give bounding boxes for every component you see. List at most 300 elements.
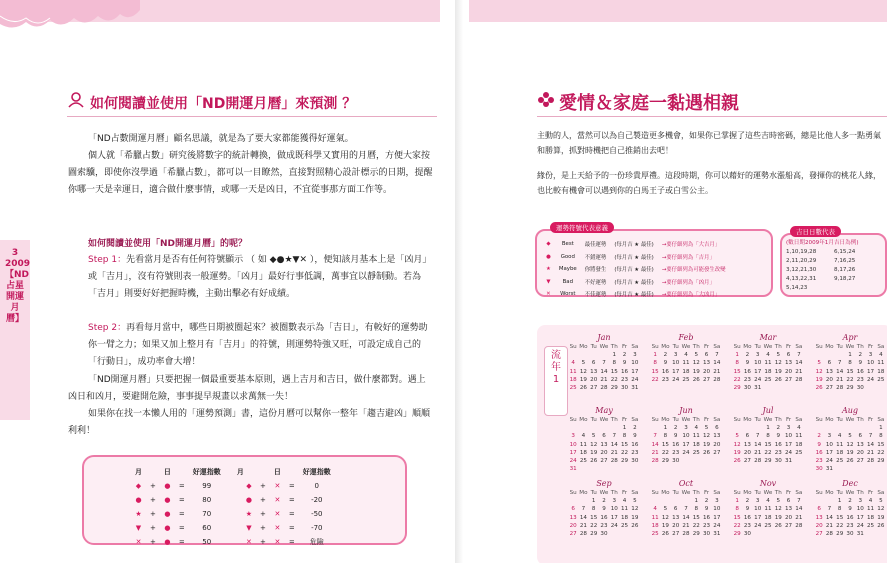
day-cell: 8 xyxy=(735,360,739,367)
lucky-date: 2,11,20,29 xyxy=(786,258,817,264)
score-cell: + xyxy=(260,482,266,490)
day-cell: 15 xyxy=(590,514,598,521)
day-cell: 9 xyxy=(622,360,627,367)
day-cell xyxy=(855,465,865,473)
week-row xyxy=(814,384,886,392)
legend-row xyxy=(543,264,729,275)
day-cell: 4 xyxy=(684,352,688,359)
day-cell: 27 xyxy=(856,458,864,465)
day-cell: 16 xyxy=(743,368,751,375)
day-cell: 7 xyxy=(837,360,842,367)
day-cell: 11 xyxy=(620,506,629,513)
day-cell xyxy=(589,424,599,432)
day-cell: 22 xyxy=(590,522,598,529)
day-cell: 19 xyxy=(661,522,669,529)
score-header-cell: 日 xyxy=(273,468,281,476)
day-cell: 26 xyxy=(877,522,885,529)
day-cell: 26 xyxy=(815,385,823,392)
day-cell: 3 xyxy=(868,352,873,359)
day-cell: 5 xyxy=(694,352,699,359)
day-cell: 24 xyxy=(825,458,833,465)
week-row xyxy=(568,465,640,473)
left-paragraph-2: 個人就「希臘占數」研究後將數字的統計轉換，做成既科學又實用的月曆，方便大家按圖索驥，即使你沒學過「希臘占數」，都可以一目瞭然，直接對照精心設計標示的日期，提醒你哪一天是幸運日，適合做什麼事情，或哪一天是凶日，不宜從事那方面工作等。 xyxy=(68,151,433,195)
month-jun xyxy=(650,406,722,465)
week-row xyxy=(568,368,640,376)
month-name: Mar xyxy=(759,333,777,342)
day-cell: 24 xyxy=(754,376,762,383)
day-cell: 8 xyxy=(735,506,739,513)
week-row xyxy=(650,441,722,449)
day-cell: 4 xyxy=(581,433,586,440)
day-cell xyxy=(773,384,783,392)
day-cell xyxy=(691,457,701,465)
day-cell: 1 xyxy=(612,352,617,359)
day-cell: 22 xyxy=(610,376,618,383)
day-cell xyxy=(845,465,855,473)
flower-icon xyxy=(537,91,555,107)
weekday-label: Su xyxy=(651,344,659,351)
day-cell: 2 xyxy=(745,498,750,505)
day-cell: 25 xyxy=(764,522,772,529)
day-cell: 12 xyxy=(846,441,854,448)
legend-cell: (每月吉 ★ 最佳) xyxy=(614,279,654,286)
legend-row xyxy=(543,239,729,250)
weekday-label: Su xyxy=(815,490,823,497)
day-cell: 14 xyxy=(600,368,608,375)
day-cell: 5 xyxy=(879,498,883,505)
day-cell: 15 xyxy=(846,368,854,375)
score-cell: ✕ xyxy=(274,496,281,504)
weekday-label: We xyxy=(845,490,855,497)
day-cell: 3 xyxy=(612,498,617,505)
week-row xyxy=(568,522,640,530)
weekday-label: Sa xyxy=(877,344,885,351)
week-row xyxy=(814,465,886,473)
day-cell xyxy=(578,465,588,473)
score-cell: -70 xyxy=(311,524,323,532)
week-row xyxy=(650,424,722,432)
day-cell: 13 xyxy=(856,441,864,448)
day-cell: 23 xyxy=(743,376,751,383)
day-cell: 3 xyxy=(755,352,760,359)
day-cell xyxy=(794,530,804,538)
weekday-label: Sa xyxy=(795,417,803,424)
day-cell xyxy=(835,351,845,359)
step-2-text: 再看每月當中，哪些日期被圈起來？被圈數表示為「吉日」，有較好的運勢助你一臂之力；如果又加上整月有「吉月」的符號，則運勢特強又旺，可設定成自己的「行動日」，成功率會大增！ xyxy=(88,323,428,367)
month-name: Sep xyxy=(596,479,612,488)
day-cell: 20 xyxy=(856,449,864,456)
lucky-date: 8,17,26 xyxy=(834,267,856,273)
day-cell: 6 xyxy=(673,506,678,513)
day-cell: 3 xyxy=(827,433,832,440)
left-paragraph-1: 「ND占數開運月曆」顧名思議，就是為了要大家都能獲得好運氣。 xyxy=(88,134,354,144)
month-name: Oct xyxy=(678,479,694,488)
weekday-label: Su xyxy=(651,490,659,497)
weekday-label: Tu xyxy=(590,417,597,424)
day-cell xyxy=(794,384,804,392)
day-cell: 12 xyxy=(774,360,782,367)
weekday-label: Mo xyxy=(743,490,752,497)
score-cell: = xyxy=(178,524,185,532)
day-cell: 23 xyxy=(702,522,711,529)
weekday-label: Sa xyxy=(877,490,885,497)
score-table xyxy=(130,464,336,550)
day-cell: 8 xyxy=(694,506,699,513)
day-cell: 4 xyxy=(653,506,657,513)
score-cell: + xyxy=(260,524,266,532)
weekday-label: Su xyxy=(569,344,577,351)
week-row xyxy=(732,497,804,505)
day-cell: 2 xyxy=(817,433,821,440)
day-cell xyxy=(783,530,793,538)
week-row xyxy=(732,351,804,359)
week-row xyxy=(814,432,886,440)
day-cell: 14 xyxy=(795,506,803,513)
day-cell: 30 xyxy=(856,385,864,392)
day-cell: 3 xyxy=(684,425,688,432)
score-cell: + xyxy=(150,524,156,532)
day-cell xyxy=(783,384,793,392)
weekday-label: Fr xyxy=(785,490,792,497)
weekday-label: Fr xyxy=(785,344,792,351)
day-cell: 3 xyxy=(571,433,575,440)
day-cell: 20 xyxy=(743,449,751,456)
month-jan xyxy=(568,333,640,392)
score-cell: -50 xyxy=(311,510,323,518)
month-grid xyxy=(732,343,804,392)
day-cell: 21 xyxy=(713,368,721,375)
day-cell: 9 xyxy=(704,506,709,513)
score-cell: ★ xyxy=(135,510,142,518)
day-cell: 28 xyxy=(836,385,844,392)
weekday-label: Sa xyxy=(713,490,721,497)
day-cell: 16 xyxy=(743,514,751,521)
day-cell: 8 xyxy=(848,360,852,367)
week-row xyxy=(814,376,886,384)
day-cell: 1 xyxy=(653,352,657,359)
step-1-text: 先看當月是否有任何符號顯示 （ 如 ◆●★▼✕ ），便知該月基本上是「凶月」或「吉月」，沒有符號則表一般運勢。「凶月」最好行事低調，萬事宜以靜制動。若為「吉月」則要好好把握時機，主動出擊必有好成績。 xyxy=(88,255,432,299)
legend-cell: 你將發生 xyxy=(584,267,607,274)
week-row xyxy=(568,376,640,384)
day-cell xyxy=(835,465,845,473)
day-cell: 4 xyxy=(766,498,770,505)
day-cell: 5 xyxy=(817,360,821,367)
day-cell: 1 xyxy=(735,352,739,359)
day-cell xyxy=(814,424,824,432)
day-cell: 4 xyxy=(694,425,699,432)
day-cell xyxy=(865,530,875,538)
day-cell: 10 xyxy=(825,441,833,448)
week-row xyxy=(814,441,886,449)
day-cell: 3 xyxy=(673,352,678,359)
weekday-label: Tu xyxy=(672,344,679,351)
day-cell: 1 xyxy=(735,498,739,505)
day-cell: 25 xyxy=(764,376,772,383)
score-cell: 0 xyxy=(314,482,320,490)
legend-row xyxy=(543,277,729,288)
weekday-label: Th xyxy=(692,490,700,497)
day-cell: 10 xyxy=(569,441,577,448)
day-cell: 20 xyxy=(784,368,793,375)
score-header-cell xyxy=(147,466,159,478)
score-cell: -20 xyxy=(311,496,323,504)
weekday-row xyxy=(814,416,886,424)
score-cell: + xyxy=(150,482,156,490)
day-cell: 20 xyxy=(672,522,680,529)
day-cell: 4 xyxy=(879,352,883,359)
day-cell: 16 xyxy=(846,514,854,521)
day-cell: 7 xyxy=(581,506,586,513)
day-cell: 29 xyxy=(846,385,854,392)
day-cell: 30 xyxy=(743,531,751,538)
day-cell: 6 xyxy=(827,360,832,367)
weekday-label: We xyxy=(681,490,691,497)
day-cell: 19 xyxy=(579,376,587,383)
weekday-label: We xyxy=(763,417,773,424)
week-row xyxy=(650,351,722,359)
weekday-label: Tu xyxy=(836,490,843,497)
day-cell: 28 xyxy=(825,531,833,538)
legend-cell: ◆ xyxy=(546,241,551,248)
weekday-label: Fr xyxy=(785,417,792,424)
week-row xyxy=(732,424,804,432)
day-cell: 7 xyxy=(684,506,688,513)
day-cell: 28 xyxy=(651,458,659,465)
score-cell: ● xyxy=(164,538,171,546)
day-cell xyxy=(589,351,599,359)
day-cell xyxy=(578,351,588,359)
side-tab-text: 3 2009【ND占星開運月曆】 xyxy=(5,248,31,324)
day-cell: 19 xyxy=(846,449,854,456)
day-cell xyxy=(824,424,834,432)
day-cell: 19 xyxy=(590,449,598,456)
day-cell xyxy=(609,424,619,432)
day-cell: 7 xyxy=(715,352,719,359)
flourish-icon xyxy=(67,91,85,109)
day-cell: 14 xyxy=(713,360,721,367)
weekday-label: Th xyxy=(610,417,618,424)
score-cell: ✕ xyxy=(274,482,281,490)
legend-cell: →要仔細列為「吉月」 xyxy=(661,254,715,261)
month-grid xyxy=(814,343,886,392)
score-header-cell: 月 xyxy=(236,468,244,476)
weekday-label: Mo xyxy=(743,344,752,351)
day-cell xyxy=(845,424,855,432)
day-cell: 3 xyxy=(755,498,760,505)
weekday-label: Tu xyxy=(754,344,761,351)
weekday-label: We xyxy=(681,417,691,424)
week-row xyxy=(568,505,640,513)
day-cell: 21 xyxy=(754,449,762,456)
month-dec xyxy=(814,479,886,538)
month-name: Nov xyxy=(759,479,777,488)
day-cell: 25 xyxy=(682,376,690,383)
day-cell: 26 xyxy=(661,531,669,538)
score-cell: ◆ xyxy=(135,482,142,490)
day-cell: 28 xyxy=(795,376,803,383)
legend-cell: ● xyxy=(546,253,551,260)
weekday-label: Th xyxy=(610,344,618,351)
day-cell: 26 xyxy=(590,458,598,465)
score-cell: ✕ xyxy=(274,510,281,518)
day-cell: 30 xyxy=(672,458,680,465)
day-cell: 19 xyxy=(815,376,823,383)
day-cell: 2 xyxy=(673,425,678,432)
legend-cell: 不錯運勢 xyxy=(584,254,607,261)
day-cell: 6 xyxy=(858,433,863,440)
day-cell: 24 xyxy=(754,522,762,529)
month-name: Dec xyxy=(842,479,858,488)
weekday-label: Th xyxy=(856,344,864,351)
week-row xyxy=(568,530,640,538)
day-cell: 5 xyxy=(735,433,739,440)
day-cell: 15 xyxy=(651,368,659,375)
weekday-label: Fr xyxy=(867,344,874,351)
score-header-cell: 好運指數 xyxy=(192,468,221,476)
weekday-label: We xyxy=(763,344,773,351)
day-cell: 6 xyxy=(715,425,719,432)
day-cell xyxy=(763,530,773,538)
day-cell: 4 xyxy=(797,425,801,432)
day-cell: 18 xyxy=(866,514,875,521)
day-cell: 12 xyxy=(692,360,700,367)
day-cell: 7 xyxy=(868,433,873,440)
week-row xyxy=(732,359,804,367)
day-cell: 19 xyxy=(877,514,885,521)
legend-cell: (每月吉 ★ 最佳) xyxy=(614,292,654,299)
day-cell: 20 xyxy=(713,441,721,448)
weekday-label: Tu xyxy=(672,417,679,424)
day-cell: 25 xyxy=(836,458,844,465)
day-cell: 9 xyxy=(858,360,863,367)
weekday-label: Su xyxy=(651,417,659,424)
week-row xyxy=(568,457,640,465)
day-cell: 2 xyxy=(776,425,781,432)
day-cell: 1 xyxy=(766,425,770,432)
day-cell: 29 xyxy=(620,458,629,465)
month-grid xyxy=(732,416,804,465)
weekday-label: Mo xyxy=(825,344,834,351)
month-grid xyxy=(568,489,640,538)
day-cell: 18 xyxy=(836,449,844,456)
month-jul xyxy=(732,406,804,465)
day-cell: 18 xyxy=(569,376,577,383)
weekday-row xyxy=(568,343,640,351)
score-cell: ✕ xyxy=(274,524,281,532)
day-cell: 10 xyxy=(856,506,864,513)
weekday-label: Th xyxy=(856,417,864,424)
day-cell: 3 xyxy=(715,498,719,505)
day-cell: 28 xyxy=(682,531,690,538)
weekday-label: Su xyxy=(815,417,823,424)
day-cell: 24 xyxy=(713,522,721,529)
score-cell: ✕ xyxy=(274,538,281,546)
score-cell: = xyxy=(178,510,185,518)
day-cell: 4 xyxy=(571,360,575,367)
week-row xyxy=(814,351,886,359)
score-cell: ● xyxy=(164,510,171,518)
day-cell: 12 xyxy=(579,368,587,375)
day-cell: 11 xyxy=(877,360,885,367)
day-cell xyxy=(763,384,773,392)
day-cell: 27 xyxy=(713,449,721,456)
score-cell: ✕ xyxy=(135,538,142,546)
month-sep xyxy=(568,479,640,538)
weekday-label: We xyxy=(599,417,609,424)
day-cell: 13 xyxy=(590,368,598,375)
day-cell: 29 xyxy=(733,385,741,392)
lucky-date: 3,12,21,30 xyxy=(786,267,817,273)
day-cell: 21 xyxy=(825,522,833,529)
day-cell: 14 xyxy=(836,368,844,375)
score-cell: = xyxy=(288,510,295,518)
day-cell: 19 xyxy=(774,514,782,521)
day-cell: 6 xyxy=(786,498,791,505)
day-cell xyxy=(578,424,588,432)
weekday-label: Sa xyxy=(631,490,639,497)
score-cell: = xyxy=(178,538,185,546)
score-cell: ▼ xyxy=(246,524,252,532)
day-cell: 13 xyxy=(784,506,793,513)
day-cell: 10 xyxy=(713,506,721,513)
day-cell xyxy=(732,424,742,432)
day-cell: 8 xyxy=(612,360,617,367)
day-cell: 6 xyxy=(602,433,606,440)
day-cell: 6 xyxy=(704,352,709,359)
score-cell: + xyxy=(260,510,266,518)
month-grid xyxy=(650,416,722,465)
right-paragraph-2: 緣份，是上天給予的一份珍貴厚禮。這段時期，你可以藉好的運勢水漲船高，發揮你的桃花人緣，也比較有機會可以遇到你的白馬王子或白雪公主。 xyxy=(537,171,881,195)
day-cell: 24 xyxy=(672,376,680,383)
day-cell: 8 xyxy=(653,360,657,367)
day-cell: 11 xyxy=(579,441,587,448)
day-cell: 19 xyxy=(692,368,700,375)
weekday-label: We xyxy=(845,417,855,424)
day-cell: 29 xyxy=(661,458,669,465)
day-cell xyxy=(814,497,824,505)
day-cell: 12 xyxy=(877,506,885,513)
score-cell: ✕ xyxy=(245,538,252,546)
left-heading-rule xyxy=(67,116,437,117)
legend-cell: (每月吉 ★ 最佳) xyxy=(614,242,654,249)
weekday-label: Fr xyxy=(621,417,628,424)
day-cell: 14 xyxy=(651,441,659,448)
day-cell: 11 xyxy=(836,441,844,448)
weekday-label: We xyxy=(599,344,609,351)
day-cell: 24 xyxy=(784,449,793,456)
day-cell: 25 xyxy=(866,522,875,529)
day-cell: 11 xyxy=(651,514,659,521)
week-row xyxy=(814,359,886,367)
month-grid xyxy=(650,343,722,384)
weekday-label: Sa xyxy=(713,344,721,351)
month-grid xyxy=(568,343,640,392)
day-cell: 10 xyxy=(610,506,618,513)
day-cell xyxy=(660,497,670,505)
week-row xyxy=(732,441,804,449)
score-cell: = xyxy=(288,524,295,532)
day-cell: 31 xyxy=(631,385,639,392)
day-cell: 30 xyxy=(631,458,639,465)
day-cell: 13 xyxy=(743,441,751,448)
day-cell: 3 xyxy=(633,352,637,359)
week-row xyxy=(568,441,640,449)
day-cell xyxy=(619,530,629,538)
day-cell: 17 xyxy=(784,441,793,448)
day-cell: 30 xyxy=(620,385,629,392)
month-name: Feb xyxy=(678,333,694,342)
day-cell: 11 xyxy=(682,360,690,367)
